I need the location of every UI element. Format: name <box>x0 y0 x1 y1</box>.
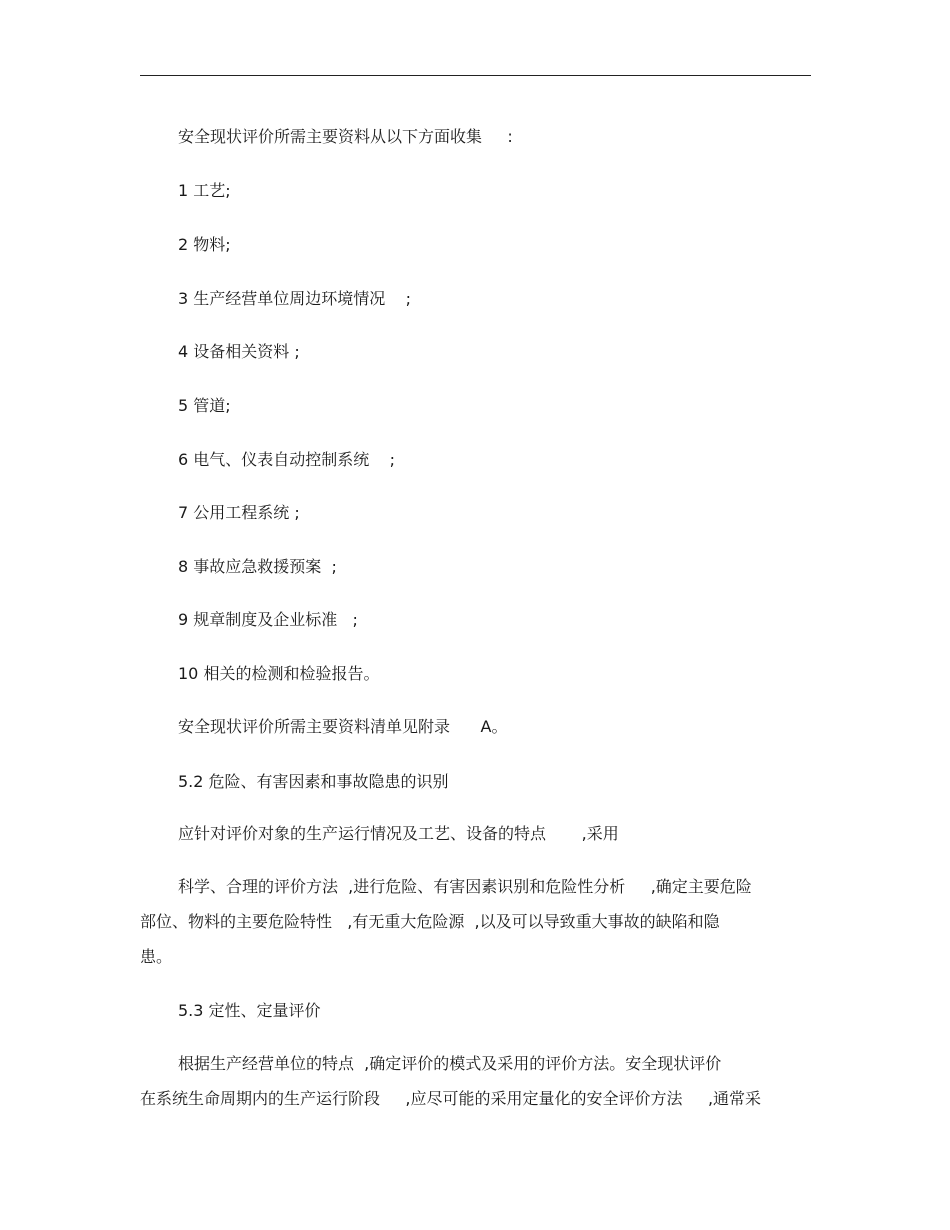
paragraph-line: 患。 <box>140 947 173 966</box>
list-item: 5 管道; <box>178 396 231 415</box>
list-item: 6 电气、仪表自动控制系统 ; <box>178 450 396 469</box>
section-heading-5-2: 5.2 危险、有害因素和事故隐患的识别 <box>178 772 449 791</box>
paragraph-line: 部位、物料的主要危险特性 ,有无重大危险源 ,以及可以导致重大事故的缺陷和隐 <box>140 912 720 931</box>
header-rule <box>140 75 811 76</box>
list-item: 1 工艺; <box>178 181 231 200</box>
list-item: 9 规章制度及企业标准 ; <box>178 610 358 629</box>
list-item: 7 公用工程系统 ; <box>178 503 300 522</box>
list-item: 3 生产经营单位周边环境情况 ; <box>178 289 412 308</box>
list-item: 10 相关的检测和检验报告。 <box>178 664 380 683</box>
paragraph-line: 应针对评价对象的生产运行情况及工艺、设备的特点 ,采用 <box>178 824 619 843</box>
paragraph-line: 科学、合理的评价方法 ,进行危险、有害因素识别和危险性分析 ,确定主要危险 <box>178 877 752 896</box>
paragraph-line: 根据生产经营单位的特点 ,确定评价的模式及采用的评价方法。安全现状评价 <box>178 1054 722 1073</box>
list-item: 4 设备相关资料 ; <box>178 342 300 361</box>
appendix-line: 安全现状评价所需主要资料清单见附录 A。 <box>178 717 508 736</box>
section-heading-5-3: 5.3 定性、定量评价 <box>178 1001 321 1020</box>
intro-line: 安全现状评价所需主要资料从以下方面收集 : <box>178 127 513 146</box>
list-item: 8 事故应急救援预案 ; <box>178 557 337 576</box>
list-item: 2 物料; <box>178 235 231 254</box>
paragraph-line: 在系统生命周期内的生产运行阶段 ,应尽可能的采用定量化的安全评价方法 ,通常采 <box>140 1089 762 1108</box>
